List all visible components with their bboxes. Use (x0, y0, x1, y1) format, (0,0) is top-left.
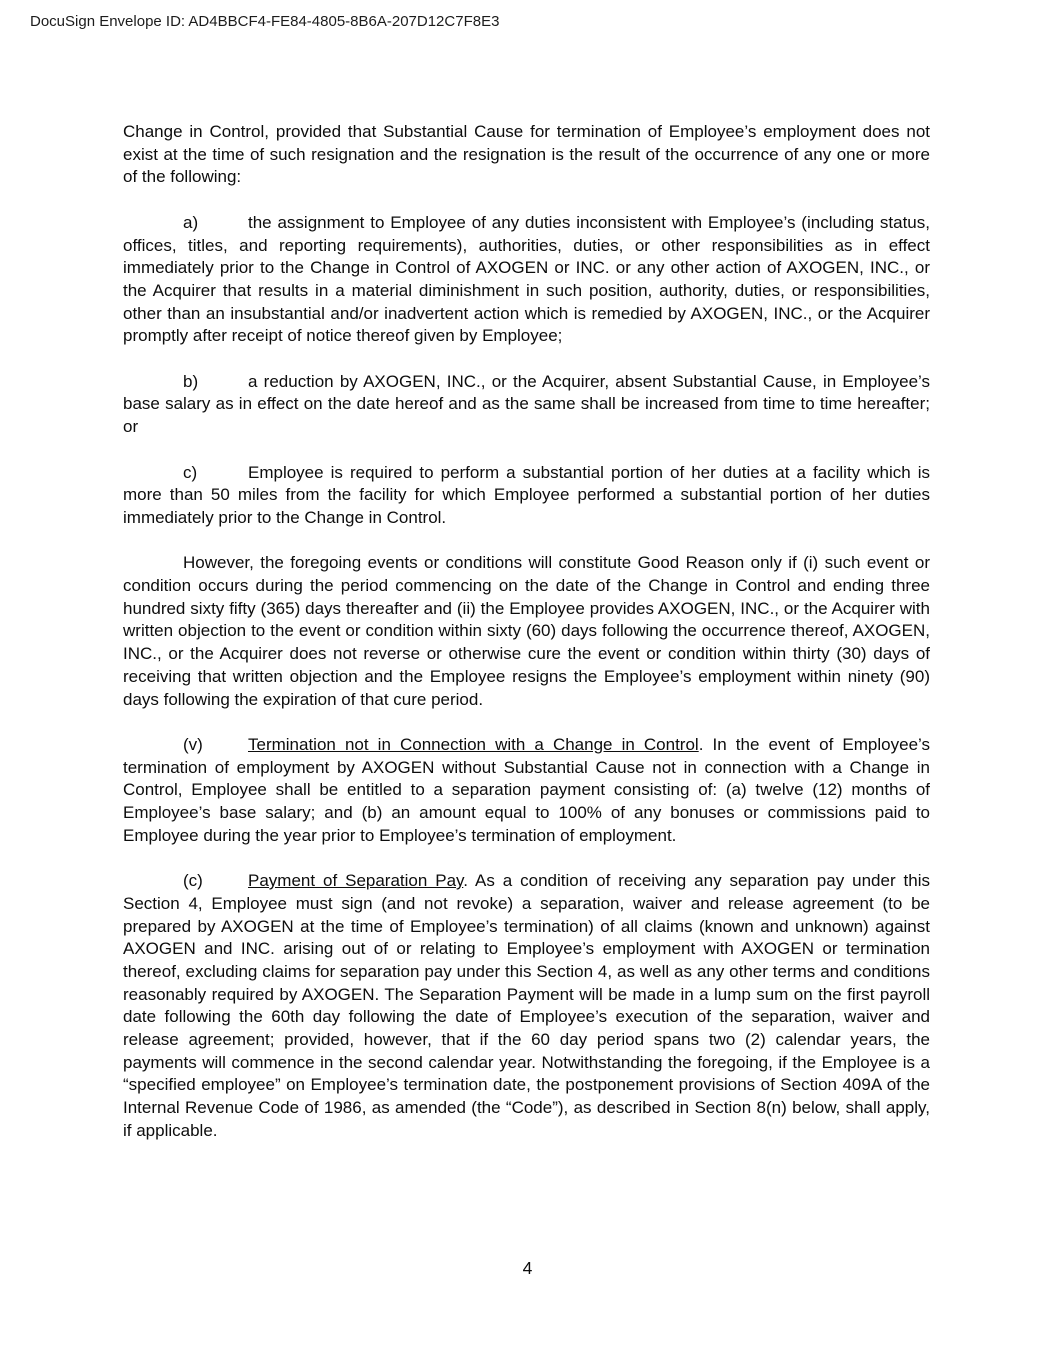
paragraph-text: However, the foregoing events or conditions will constitute Good Reason only if (i) such event or condition occurs during the period commencing on the date of the Change in Control and ending three hundred sixty fifty (365) days thereafter and (ii) the Employee provides AXOGEN, INC., or the Acquirer with written objection to the event or condition within sixty (60) days following the occurrence thereof, AXOGEN, INC., or the Acquirer does not reverse or otherwise cure the event or condition within thirty (30) days of receiving that written objection and the Employee resigns the Employee’s employment within ninety (90) days following the expiration of that cure period. (123, 553, 930, 709)
section-heading-underlined: Payment of Separation Pay (248, 871, 464, 891)
docusign-envelope-id: DocuSign Envelope ID: AD4BBCF4-FE84-4805-8B6A-207D12C7F8E3 (30, 13, 500, 30)
paragraph-marker (183, 734, 248, 757)
paragraph-marker (183, 870, 248, 893)
marker-label: (c) (183, 871, 203, 891)
page-number: 4 (522, 1258, 533, 1278)
paragraph-text: . In the event of Employee’s termination of employment by AXOGEN without Substantial Cause not in connection with a Change in Control, Employee shall be entitled to a separation payment consisting of: (a) twelve (12) months of Employee’s base salary; and (b) an amount equal to 100% of any bonuses or commissions paid to Employee during the year prior to Employee’s termination of employment. (123, 734, 930, 845)
paragraph-text: . As a condition of receiving any separation pay under this Section 4, Employee must sign (and not revoke) a separation, waiver and release agreement (to be prepared by AXOGEN at the time of Employee’s termination) of all claims (known and unknown) against AXOGEN and INC. arising out of or relating to Employee’s employment with AXOGEN or termination thereof, excluding claims for separation pay under this Section 4, as well as any other terms and conditions reasonably required by AXOGEN. The Separation Payment will be made in a lump sum on the first payroll date following the 60th day following the date of Employee’s execution of the separation, waiver and release agreement; provided, however, that if the 60 day period spans two (2) calendar years, the payments will commence in the second calendar year. Notwithstanding the foregoing, if the Employee is a “specified employee” on Employee’s termination date, the postponement provisions of Section 409A of the Internal Revenue Code of 1986, as amended (the “Code”), as described in Section 8(n) below, shall apply, if applicable. (123, 871, 930, 1140)
paragraph-section-c (123, 870, 930, 1142)
section-heading-underlined: Termination not in Connection with a Change in Control (248, 734, 699, 754)
marker-label: a) (183, 212, 199, 232)
paragraph-continuation (123, 121, 930, 189)
paragraph-section-v (123, 734, 930, 848)
paragraph-text: the assignment to Employee of any duties inconsistent with Employee’s (including status, offices, titles, and reporting requirements), authorities, duties, or other responsibilities as in effect immediately prior to the Change in Control of AXOGEN or INC. or any other action of AXOGEN, INC., or the Acquirer that results in a material diminishment in such position, authority, duties, or responsibilities, other than an insubstantial and/or inadvertent action which is remedied by AXOGEN, INC., or the Acquirer promptly after receipt of notice thereof given by Employee; (123, 212, 930, 346)
paragraph-item-b (123, 371, 930, 439)
marker-label: c) (183, 462, 198, 482)
paragraph-text: a reduction by AXOGEN, INC., or the Acquirer, absent Substantial Cause, in Employee’s base salary as in effect on the date hereof and as the same shall be increased from time to time hereafter; or (123, 371, 930, 437)
marker-label: b) (183, 371, 199, 391)
paragraph-marker (183, 371, 248, 394)
paragraph-marker (183, 212, 248, 235)
paragraph-item-a (123, 212, 930, 348)
paragraph-item-c (123, 462, 930, 530)
paragraph-however (123, 552, 930, 711)
document-body (123, 121, 930, 1143)
paragraph-text: Employee is required to perform a substantial portion of her duties at a facility which is more than 50 miles from the facility for which Employee performed a substantial portion of her duties immediately prior to the Change in Control. (123, 462, 930, 527)
paragraph-text: Change in Control, provided that Substantial Cause for termination of Employee’s employment does not exist at the time of such resignation and the resignation is the result of the occurrence of any one or more of the following: (123, 122, 930, 187)
paragraph-marker (183, 462, 248, 485)
marker-label: (v) (183, 734, 203, 754)
